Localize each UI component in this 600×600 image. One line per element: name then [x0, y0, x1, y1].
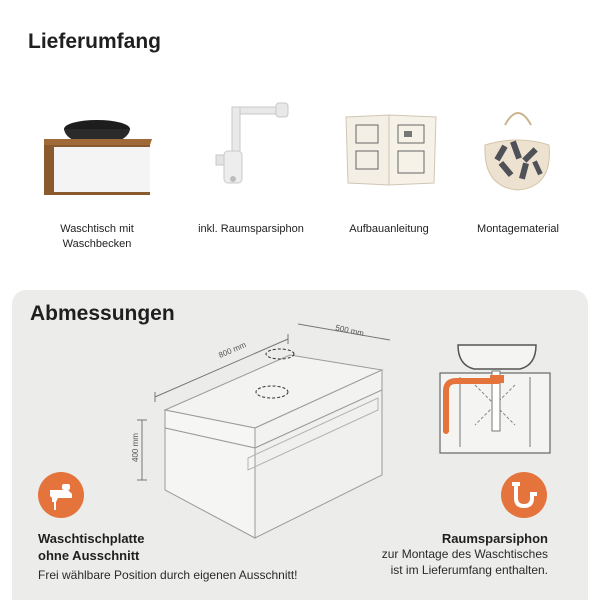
item-caption-line2: Waschbecken: [62, 238, 132, 250]
feature-left-text: Frei wählbare Position durch eigenen Ausschnitt!: [38, 568, 298, 582]
item-washbasin-vanity: [22, 95, 172, 252]
dimension-height-label: 400 mm: [131, 433, 140, 462]
manual-image: [314, 95, 464, 210]
item-caption-line1: inkl. Raumsparsiphon: [198, 223, 304, 235]
feature-right-text-line2: ist im Lieferumfang enthalten.: [390, 563, 548, 577]
dimension-drawing: [120, 310, 400, 550]
feature-right-text-line1: zur Montage des Waschtisches: [381, 547, 548, 561]
feature-left-title-line1: Waschtischplatte: [38, 531, 145, 546]
jigsaw-icon: [38, 472, 84, 518]
dimension-depth-label: 500 mm: [334, 323, 365, 338]
item-mounting-material: [443, 95, 593, 237]
siphon-image: [176, 95, 326, 210]
dimension-width-label: 800 mm: [217, 340, 248, 360]
mounting-bag-image: [443, 95, 593, 210]
siphon-installation-drawing: [430, 335, 560, 460]
item-instructions: [314, 95, 464, 237]
feature-right-title: Raumsparsiphon: [441, 531, 548, 546]
item-caption-line1: Montagematerial: [477, 223, 559, 235]
item-siphon: [176, 95, 326, 237]
siphon-icon: [501, 472, 547, 518]
item-caption-line1: Waschtisch mit: [60, 223, 134, 235]
vanity-image: [22, 95, 172, 210]
section-title-abmessungen: Abmessungen: [30, 302, 175, 325]
feature-right-text: [330, 546, 548, 578]
item-caption-line1: Aufbauanleitung: [349, 223, 429, 235]
feature-left-title: [38, 530, 144, 564]
section-title-lieferumfang: Lieferumfang: [28, 30, 162, 53]
feature-left-title-line2: ohne Ausschnitt: [38, 548, 140, 563]
